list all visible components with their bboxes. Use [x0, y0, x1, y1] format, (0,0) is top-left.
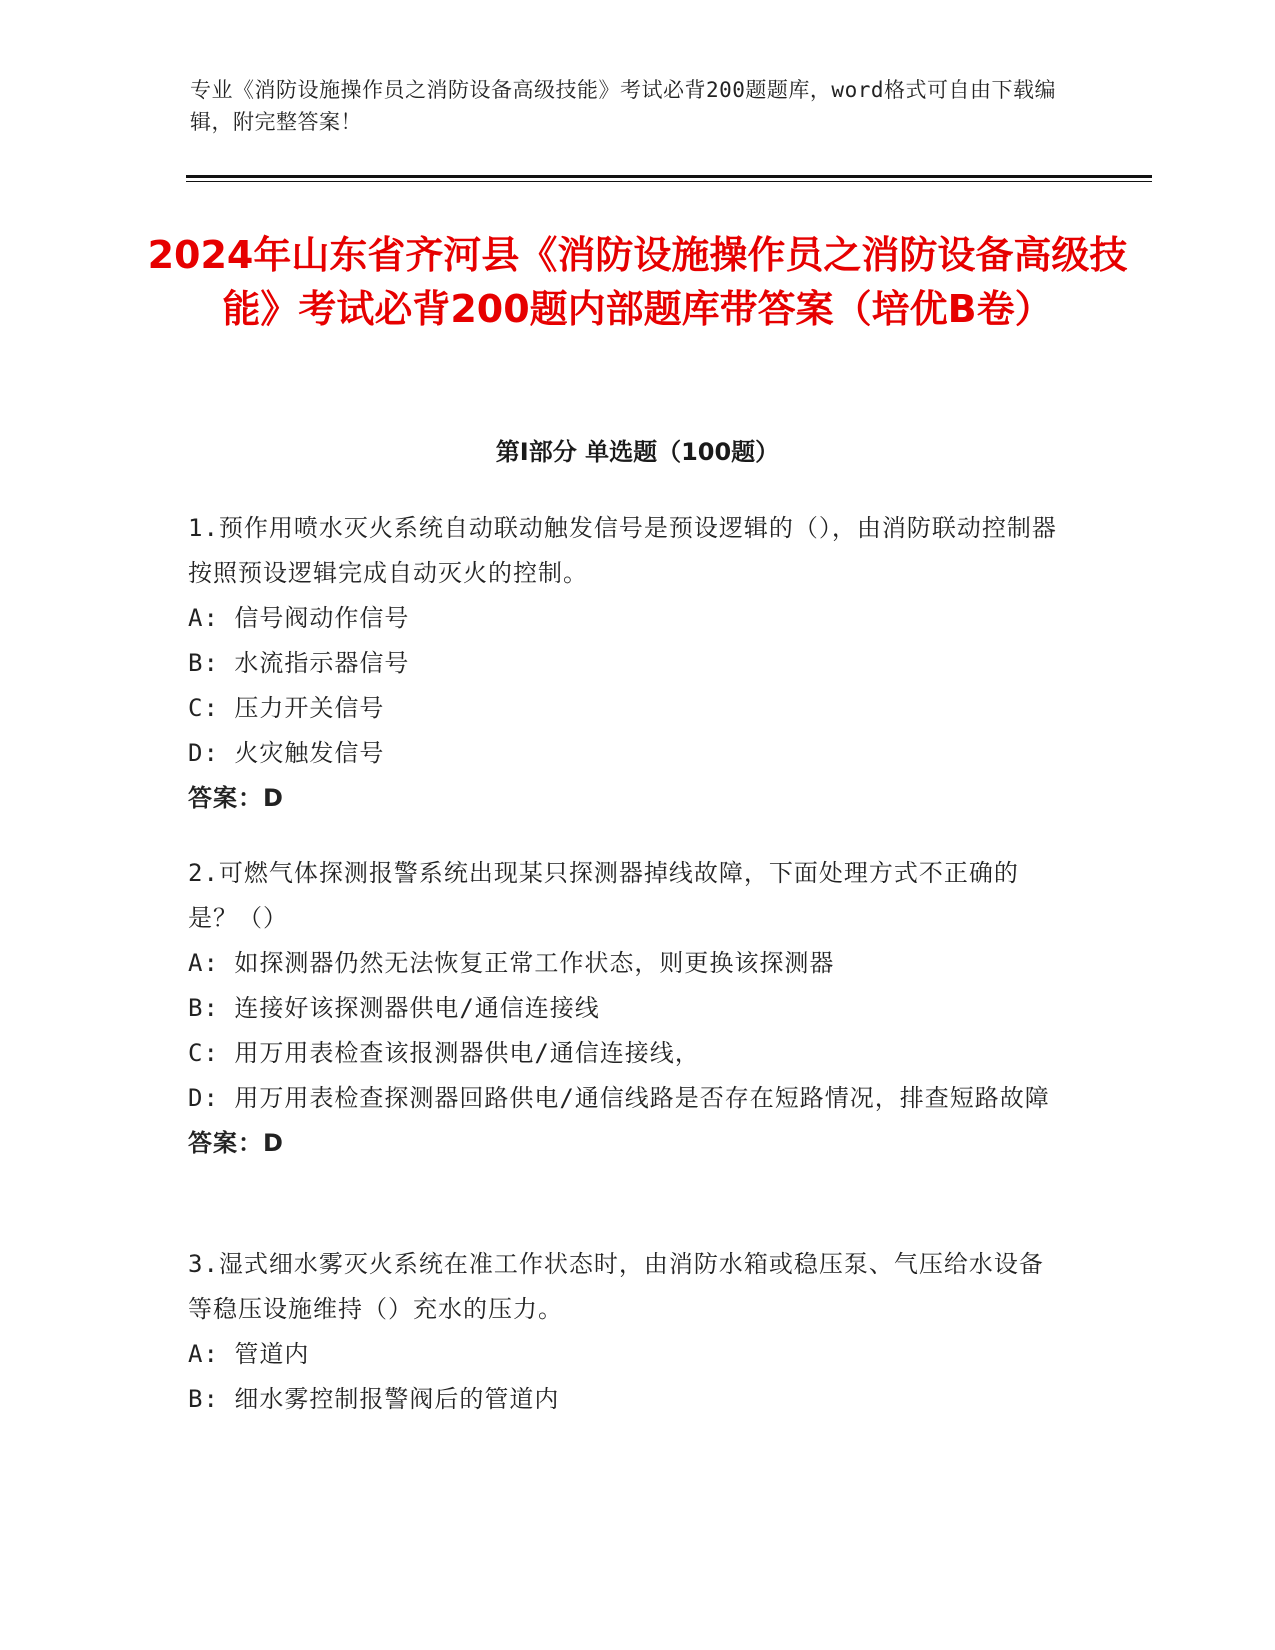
option-a: A: 信号阀动作信号 — [188, 604, 410, 632]
option-d: D: 用万用表检查探测器回路供电/通信线路是否存在短路情况，排查短路故障 — [188, 1084, 1050, 1112]
option-b: B: 水流指示器信号 — [188, 649, 410, 677]
question-stem: 3.湿式细水雾灭火系统在准工作状态时，由消防水箱或稳压泵、气压给水设备等稳压设施维持（）充水的压力。 — [188, 1250, 1044, 1323]
option-d: D: 火灾触发信号 — [188, 739, 385, 767]
option-a: A: 管道内 — [188, 1340, 310, 1368]
question-1 — [188, 506, 1058, 821]
header-divider-thick — [186, 175, 1152, 178]
question-stem: 1.预作用喷水灭火系统自动联动触发信号是预设逻辑的（），由消防联动控制器按照预设逻辑完成自动灭火的控制。 — [188, 514, 1057, 587]
document-title: 2024年山东省齐河县《消防设施操作员之消防设备高级技能》考试必背200题内部题库带答案（培优B卷） — [147, 233, 1128, 331]
answer-label: 答案：D — [188, 1129, 284, 1157]
section-title: 第Ⅰ部分 单选题（100题） — [495, 438, 780, 466]
option-c: C: 用万用表检查该报测器供电/通信连接线， — [188, 1039, 700, 1067]
question-3 — [188, 1242, 1058, 1422]
option-b: B: 连接好该探测器供电/通信连接线 — [188, 994, 600, 1022]
option-a: A: 如探测器仍然无法恢复正常工作状态，则更换该探测器 — [188, 949, 835, 977]
option-c: C: 压力开关信号 — [188, 694, 385, 722]
answer-label: 答案：D — [188, 784, 284, 812]
header-divider-thin — [186, 181, 1152, 182]
header-note: 专业《消防设施操作员之消防设备高级技能》考试必背200题题库，word格式可自由下载编辑，附完整答案！ — [190, 78, 1056, 134]
option-b: B: 细水雾控制报警阀后的管道内 — [188, 1385, 560, 1413]
question-stem: 2.可燃气体探测报警系统出现某只探测器掉线故障，下面处理方式不正确的是？（） — [188, 859, 1019, 932]
question-2 — [188, 851, 1058, 1166]
